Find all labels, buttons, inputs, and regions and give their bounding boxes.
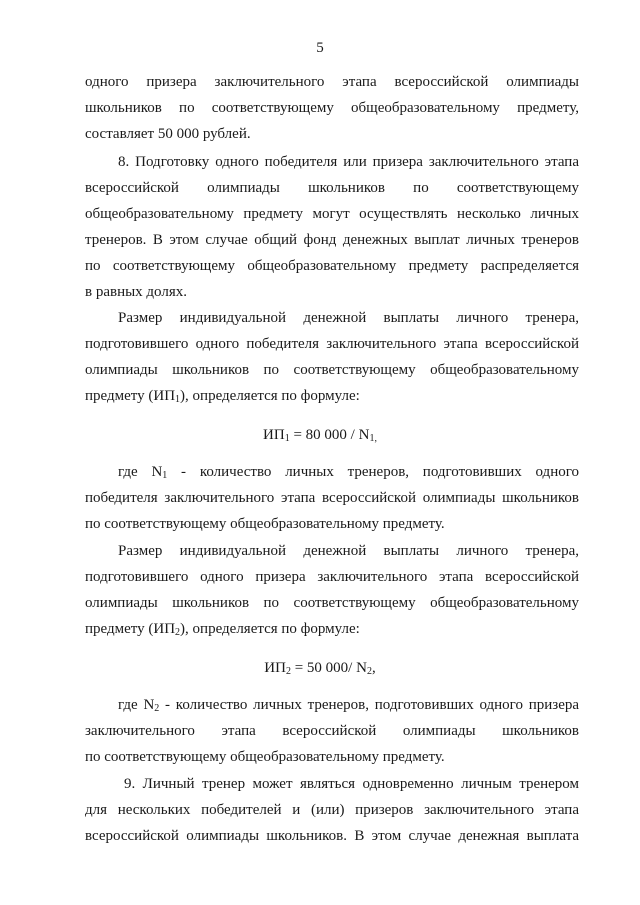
text-line: 8. Подготовку одного победителя или призера заключительного этапа [118, 154, 579, 170]
text-line: общеобразовательному предмету могут осуществлять несколько личных [85, 206, 579, 222]
formula-ip2: $ИП_2 = 50$ 000/ $N_2$, [264, 660, 376, 677]
text-line: тренеров. В этом случае общий фонд денежных выплат личных тренеров [85, 232, 579, 248]
text-line: всероссийской олимпиады школьников по соответствующему [85, 180, 579, 196]
text-line: составляет 50 000 рублей. [85, 126, 251, 142]
text-line: предмету $(ИП_1)$, определяется по формуле: [85, 388, 360, 405]
text-line: по соответствующему общеобразовательному предмету распределяется [85, 258, 579, 274]
text-line: одного призера заключительного этапа всероссийской олимпиады [85, 74, 579, 90]
text-line: подготовившего одного победителя заключительного этапа всероссийской [85, 336, 579, 352]
formula-ip1: $ИП_1 = 80$ $000 / N_{1,}$ [263, 427, 377, 444]
text-line: олимпиады школьников по соответствующему общеобразовательному [85, 362, 579, 378]
text-line: всероссийской олимпиады школьников. В этом случае денежная выплата [85, 828, 579, 844]
text-line: предмету $(ИП_2)$, определяется по формуле: [85, 621, 360, 638]
text-line: олимпиады школьников по соответствующему общеобразовательному [85, 595, 579, 611]
text-line: заключительного этапа всероссийской олимпиады школьников [85, 723, 579, 739]
text-line: где $N_1$ - количество личных тренеров, подготовивших одного [118, 464, 579, 481]
text-line: где $N_2$ - количество личных тренеров, подготовивших одного призера [118, 697, 580, 714]
page-number: 5 [316, 40, 324, 56]
text-line: по соответствующему общеобразовательному предмету. [85, 749, 445, 765]
text-line: в равных долях. [85, 284, 187, 300]
text-line: 9. Личный тренер может являться одновременно личным тренером [124, 776, 579, 792]
text-line: по соответствующему общеобразовательному предмету. [85, 516, 445, 532]
text-line: Размер индивидуальной денежной выплаты личного тренера, [118, 310, 579, 326]
text-line: для нескольких победителей и (или) призеров заключительного этапа [85, 802, 579, 818]
text-line: подготовившего одного призера заключительного этапа всероссийской [85, 569, 579, 585]
text-line: победителя заключительного этапа всероссийской олимпиады школьников [85, 490, 579, 506]
text-line: школьников по соответствующему общеобразовательному предмету, [85, 100, 579, 116]
text-line: Размер индивидуальной денежной выплаты личного тренера, [118, 543, 579, 559]
